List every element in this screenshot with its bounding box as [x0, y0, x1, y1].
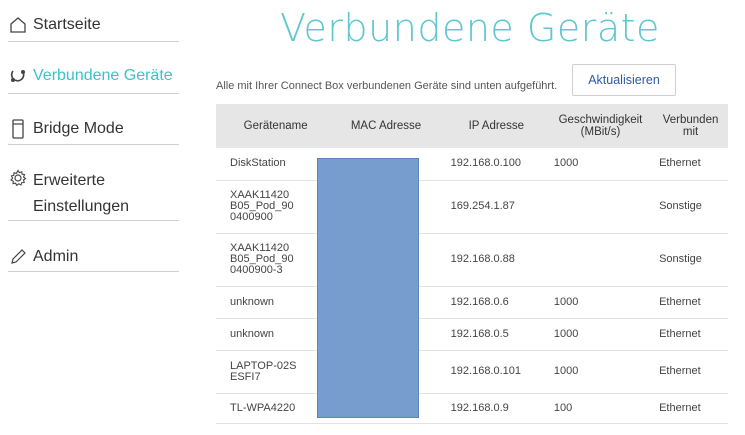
- cell-name: XAAK11420 B05_Pod_90 0400900-3: [216, 233, 327, 286]
- bridge-icon: [8, 119, 28, 139]
- header-name[interactable]: Gerätename: [216, 104, 327, 148]
- label-line1: Erweiterte: [33, 172, 106, 189]
- cell-speed: [548, 180, 653, 233]
- cell-name: unknown: [216, 286, 327, 318]
- table-row[interactable]: [216, 318, 728, 350]
- header-mac[interactable]: MAC Adresse: [327, 104, 444, 148]
- pencil-icon: [8, 247, 28, 267]
- cell-ip: 192.168.0.101: [445, 350, 548, 393]
- gear-icon: [8, 168, 28, 188]
- header-speed[interactable]: [548, 104, 653, 148]
- header-conn-line1: Verbunden: [662, 114, 719, 126]
- cell-speed: 1000: [548, 318, 653, 350]
- cell-ip: 192.168.0.9: [445, 393, 548, 423]
- sidebar-item-label: Verbundene Geräte: [33, 67, 173, 84]
- cell-ip: 192.168.0.5: [445, 318, 548, 350]
- cell-ip: 192.168.0.6: [445, 286, 548, 318]
- home-icon: [8, 15, 28, 35]
- cell-ip: 169.254.1.87: [445, 180, 548, 233]
- page-bottom-edge: [0, 424, 745, 435]
- sidebar-item-startseite[interactable]: [8, 12, 179, 42]
- cell-name: XAAK11420 B05_Pod_90 0400900: [216, 180, 327, 233]
- sidebar-item-bridge-mode[interactable]: [8, 116, 179, 145]
- cell-connection: Ethernet: [653, 148, 728, 180]
- sidebar-item-erweiterte-einstellungen[interactable]: [8, 168, 179, 221]
- table-row[interactable]: [216, 233, 728, 286]
- cell-speed: 1000: [548, 286, 653, 318]
- cell-speed: [548, 233, 653, 286]
- cell-connection: Ethernet: [653, 286, 728, 318]
- header-speed-line1: Geschwindigkeit: [558, 114, 643, 126]
- cell-connection: Sonstige: [653, 233, 728, 286]
- refresh-button[interactable]: Aktualisieren: [572, 64, 676, 96]
- label-line2: Einstellungen: [33, 198, 130, 215]
- sidebar-item-label: Admin: [33, 248, 79, 265]
- sidebar-item-label: Startseite: [33, 16, 101, 33]
- header-ip[interactable]: IP Adresse: [445, 104, 548, 148]
- cell-connection: Ethernet: [653, 350, 728, 393]
- sidebar-item-label: Bridge Mode: [33, 120, 124, 137]
- table-row[interactable]: [216, 148, 728, 180]
- sidebar: [0, 0, 190, 435]
- header-speed-line2: (MBit/s): [580, 126, 621, 138]
- table-row[interactable]: [216, 180, 728, 233]
- cell-speed: 100: [548, 393, 653, 423]
- table-header-row: [216, 104, 728, 148]
- cell-connection: Ethernet: [653, 393, 728, 423]
- table-row[interactable]: [216, 286, 728, 318]
- cell-speed: 1000: [548, 148, 653, 180]
- sidebar-item-label: [33, 168, 129, 220]
- sidebar-item-admin[interactable]: [8, 244, 179, 272]
- cell-name: TL-WPA4220: [216, 393, 327, 423]
- devices-table: [216, 104, 728, 424]
- table-row[interactable]: [216, 350, 728, 393]
- sidebar-item-verbundene-geraete[interactable]: [8, 63, 179, 94]
- cell-name: LAPTOP-02S ESFI7: [216, 350, 327, 393]
- cell-connection: Sonstige: [653, 180, 728, 233]
- cell-name: DiskStation: [216, 148, 327, 180]
- page-title: Verbundene Geräte: [280, 6, 660, 50]
- intro-text: Alle mit Ihrer Connect Box verbundenen Geräte sind unten aufgeführt.: [216, 80, 558, 92]
- cell-connection: Ethernet: [653, 318, 728, 350]
- mac-redaction-block: [317, 158, 419, 418]
- header-connection[interactable]: [653, 104, 728, 148]
- table-row[interactable]: [216, 393, 728, 423]
- cell-ip: 192.168.0.88: [445, 233, 548, 286]
- header-conn-line2: mit: [682, 126, 699, 138]
- devices-icon: [8, 66, 28, 86]
- cell-name: unknown: [216, 318, 327, 350]
- cell-ip: 192.168.0.100: [445, 148, 548, 180]
- cell-speed: 1000: [548, 350, 653, 393]
